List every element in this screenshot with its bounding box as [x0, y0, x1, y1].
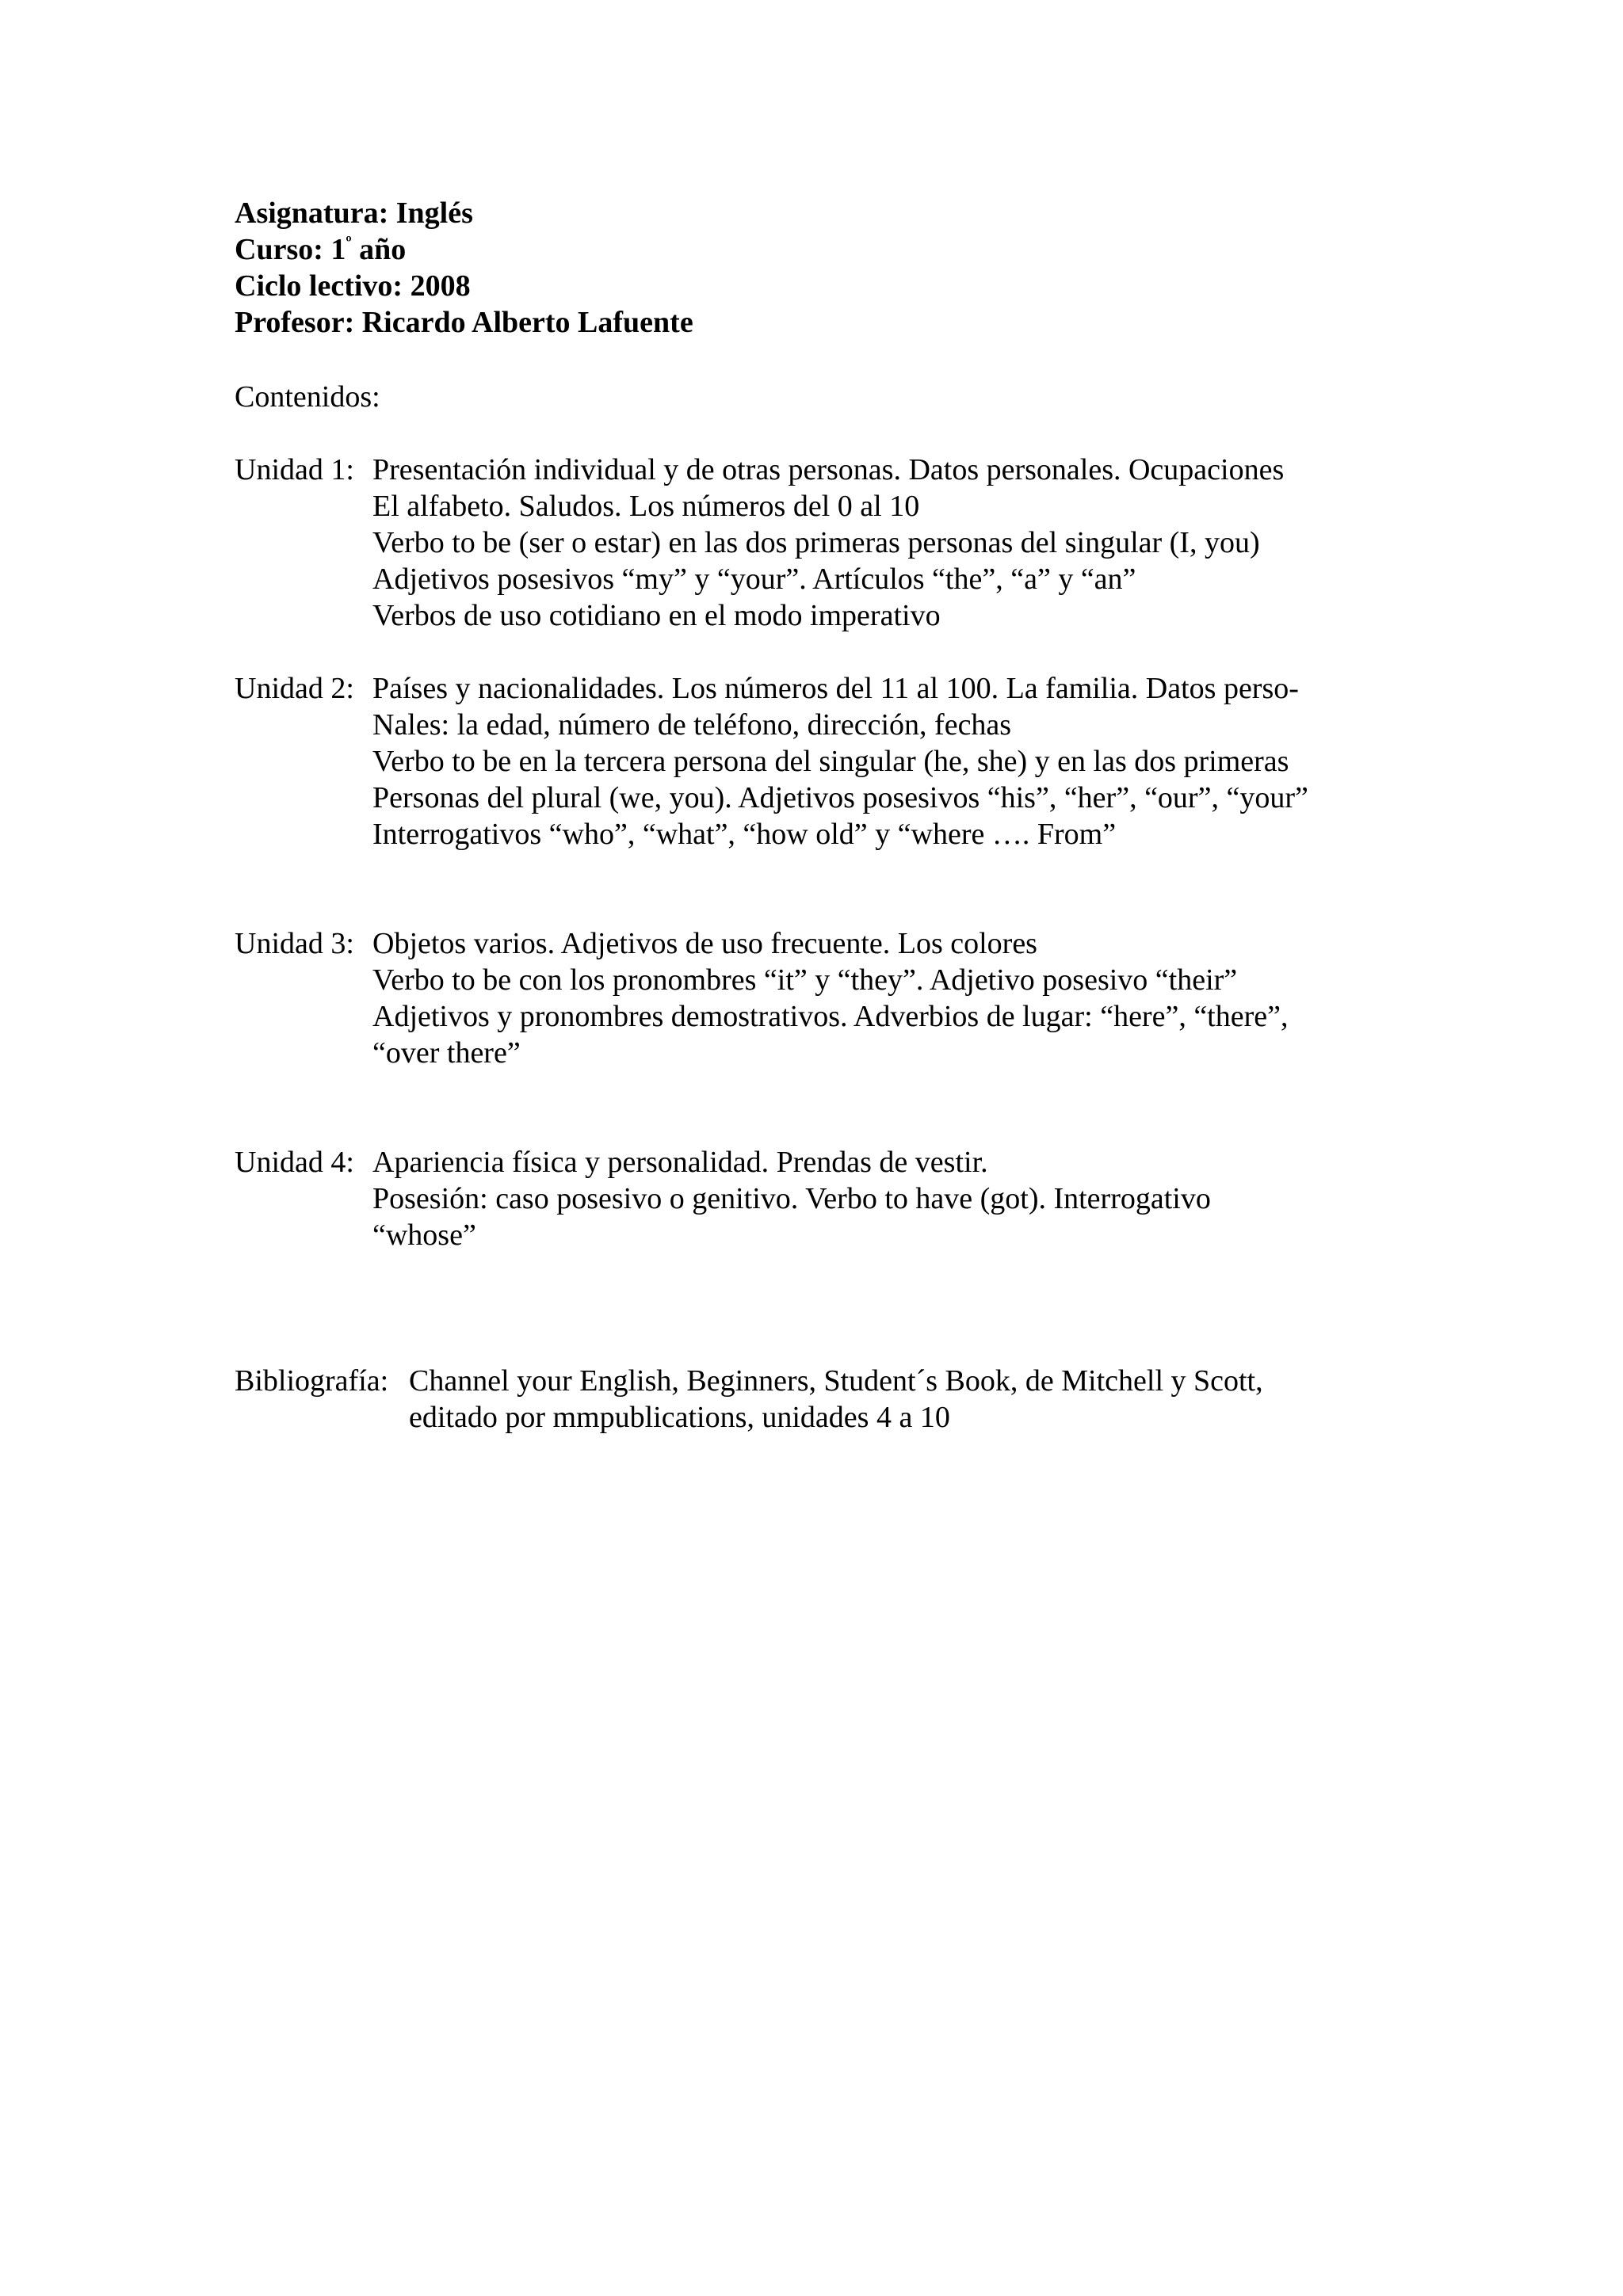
course-suffix: año	[359, 233, 407, 266]
unit-label: Unidad 1:	[235, 453, 354, 486]
unit-line: Verbo to be con los pronombres “it” y “they”. Adjetivo posesivo “their”	[372, 963, 1238, 997]
unit-line: Presentación individual y de otras personas. Datos personales. Ocupaciones	[372, 453, 1285, 486]
unit-line: Personas del plural (we, you). Adjetivos posesivos “his”, “her”, “our”, “your”	[372, 781, 1308, 814]
course-line	[235, 231, 693, 268]
course-label: Curso:	[235, 233, 323, 266]
bibliography-line: editado por mmpublications, unidades 4 a 10	[409, 1401, 950, 1434]
course-number: 1	[330, 233, 346, 266]
teacher-line	[235, 304, 693, 341]
unit-body	[372, 925, 1609, 1071]
subject-value: Inglés	[395, 196, 473, 230]
unit-line: Países y nacionalidades. Los números del 11 al 100. La familia. Datos perso-	[372, 672, 1299, 705]
unit-body	[372, 670, 1609, 852]
unit-line: Verbos de uso cotidiano en el modo imperativo	[372, 599, 941, 632]
school-year-label: Ciclo lectivo:	[235, 269, 403, 303]
unit-line: Verbo to be (ser o estar) en las dos primeras personas del singular (I, you)	[372, 526, 1260, 559]
unit-line: Objetos varios. Adjetivos de uso frecuente. Los colores	[372, 927, 1037, 960]
bibliography-label: Bibliografía:	[235, 1364, 389, 1398]
unit-line: Verbo to be en la tercera persona del singular (he, she) y en las dos primeras	[372, 745, 1289, 778]
unit-body	[372, 452, 1609, 634]
school-year-line	[235, 268, 693, 304]
subject-line	[235, 195, 693, 231]
unit-body	[372, 1144, 1609, 1253]
subject-label: Asignatura:	[235, 196, 389, 230]
course-ordinal: º	[346, 232, 352, 252]
unit-label: Unidad 3:	[235, 927, 354, 960]
unit-label: Unidad 2:	[235, 672, 354, 705]
course-value	[330, 233, 406, 266]
unit-line: El alfabeto. Saludos. Los números del 0 al 10	[372, 490, 920, 523]
unit-line: Nales: la edad, número de teléfono, dirección, fechas	[372, 708, 1012, 742]
unit-line: “over there”	[372, 1036, 521, 1070]
teacher-label: Profesor:	[235, 306, 355, 339]
unit-line: Apariencia física y personalidad. Prendas de vestir.	[372, 1146, 988, 1179]
unit-line: Interrogativos “who”, “what”, “how old” y “where …. From”	[372, 818, 1117, 851]
unit-label: Unidad 4:	[235, 1146, 354, 1179]
school-year-value: 2008	[410, 269, 471, 303]
unit-line: “whose”	[372, 1219, 476, 1252]
bibliography-body	[409, 1363, 1598, 1436]
teacher-value: Ricardo Alberto Lafuente	[361, 306, 693, 339]
unit-line: Adjetivos posesivos “my” y “your”. Artículos “the”, “a” y “an”	[372, 563, 1136, 596]
unit-line: Posesión: caso posesivo o genitivo. Verbo to have (got). Interrogativo	[372, 1182, 1211, 1215]
document-header	[235, 195, 693, 341]
contents-heading: Contenidos:	[235, 380, 380, 414]
unit-line: Adjetivos y pronombres demostrativos. Adverbios de lugar: “here”, “there”,	[372, 1000, 1289, 1033]
bibliography-line: Channel your English, Beginners, Student´s Book, de Mitchell y Scott,	[409, 1364, 1263, 1398]
